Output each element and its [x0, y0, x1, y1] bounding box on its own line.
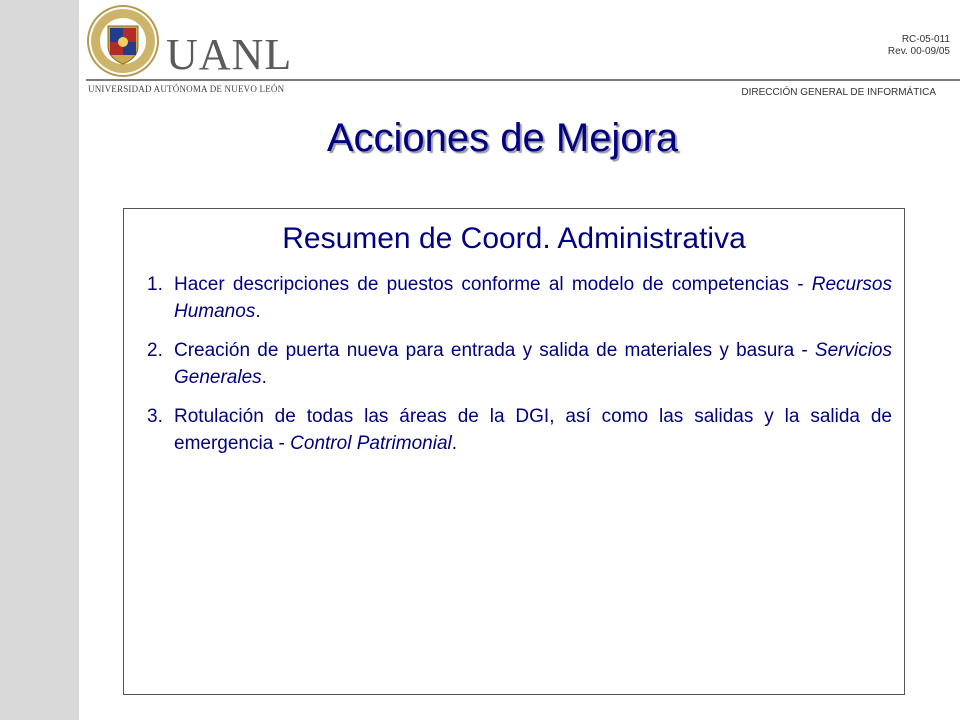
summary-heading: Resumen de Coord. Administrativa — [282, 222, 746, 255]
slide-title: Acciones de Mejora — [326, 116, 679, 160]
item-text: Rotulación de todas las áreas de la DGI, así como las salidas y la salida de emergencia - — [174, 406, 892, 454]
item-number: 3. — [147, 406, 163, 427]
item-owner: Servicios Generales — [174, 340, 892, 388]
action-item — [147, 271, 892, 325]
header-divider — [86, 79, 960, 81]
document-reference — [888, 34, 950, 58]
item-end: . — [261, 367, 267, 388]
item-text: Hacer descripciones de puestos conforme al modelo de competencias - — [174, 274, 812, 295]
document-code: RC-05-011 — [901, 34, 950, 45]
action-item — [147, 337, 892, 391]
uanl-seal-logo — [86, 4, 160, 78]
university-name: UNIVERSIDAD AUTÓNOMA DE NUEVO LEÓN — [88, 84, 285, 94]
department-name: DIRECCIÓN GENERAL DE INFORMÁTICA — [741, 87, 936, 98]
action-item — [147, 403, 892, 457]
item-owner: Control Patrimonial — [290, 433, 452, 454]
item-owner: Recursos Humanos — [174, 274, 892, 322]
item-text: Creación de puerta nueva para entrada y salida de materiales y basura - — [174, 340, 815, 361]
item-number: 1. — [147, 274, 163, 295]
item-end: . — [451, 433, 458, 454]
item-end: . — [255, 301, 261, 322]
uanl-wordmark: UANL — [166, 30, 293, 79]
document-revision: Rev. 00-09/05 — [887, 46, 950, 57]
left-sidebar-band — [0, 0, 79, 720]
item-number: 2. — [147, 340, 163, 361]
action-list — [124, 271, 904, 457]
summary-box — [123, 208, 905, 695]
